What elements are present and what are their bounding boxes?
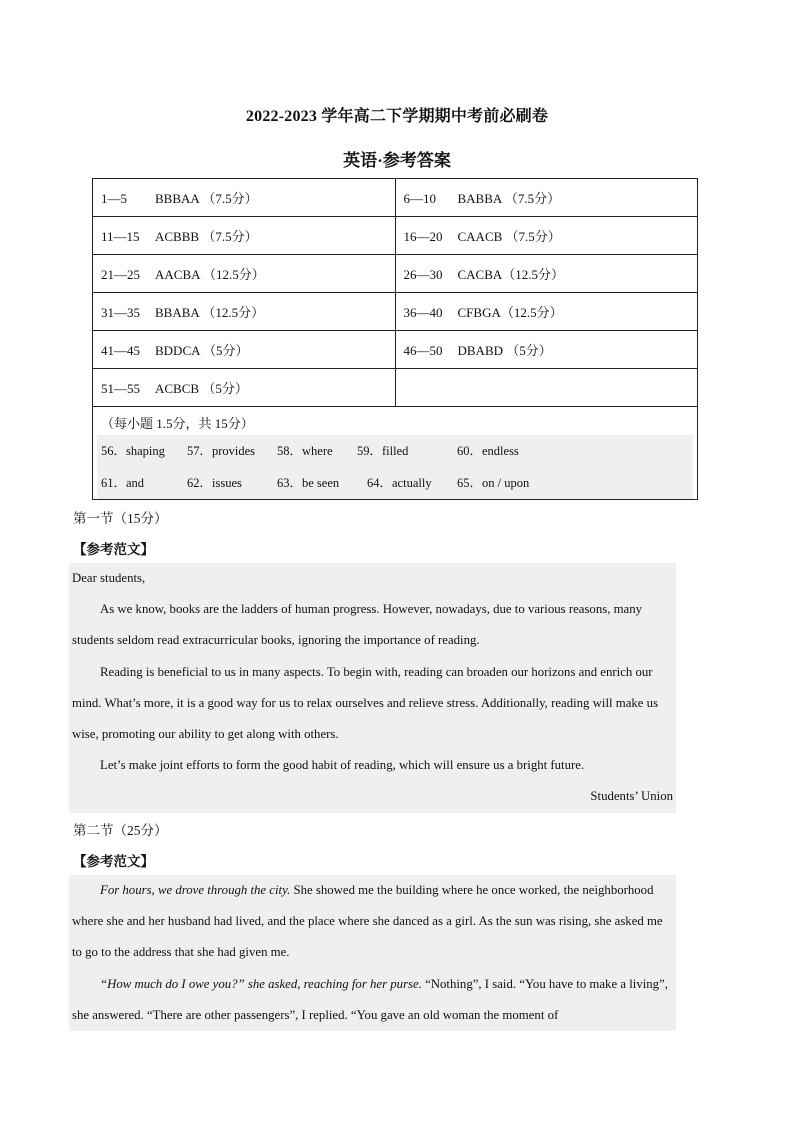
question-range: 11—15	[101, 229, 140, 244]
page-title: 2022-2023 学年高二下学期期中考前必刷卷	[245, 108, 549, 125]
table-row	[93, 369, 698, 407]
table-row	[93, 407, 698, 500]
answer-key: BDDCA （5分）	[155, 343, 249, 358]
answer-cell	[395, 331, 698, 369]
answer-cell	[93, 179, 396, 217]
fill-answers	[97, 435, 693, 499]
italic-lead: “How much do I owe you?” she asked, reaching for her purse.	[100, 976, 422, 991]
fill-answer: 58．where	[277, 444, 333, 458]
answer-cell	[93, 369, 396, 407]
answer-cell	[395, 255, 698, 293]
answer-key: CACBA（12.5分）	[457, 267, 565, 282]
essay-2	[69, 875, 676, 1031]
greeting: Dear students,	[72, 571, 146, 585]
answer-key: BBABA （12.5分）	[155, 305, 265, 320]
fill-answer: 63．be seen	[277, 476, 340, 490]
section-heading-1: 第一节（15分）	[73, 511, 168, 526]
fill-answer: 59．filled	[357, 444, 409, 458]
answer-key: ACBCB （5分）	[155, 381, 248, 396]
answer-key: BABBA （7.5分）	[457, 191, 561, 206]
empty-cell	[395, 369, 698, 407]
fill-blank-cell	[93, 407, 698, 500]
fill-answer: 57．provides	[187, 444, 256, 458]
fill-answer: 65．on / upon	[457, 476, 530, 490]
answer-table	[92, 178, 698, 500]
signature: Students’ Union	[590, 789, 673, 804]
table-row	[93, 179, 698, 217]
paragraph	[69, 969, 676, 1031]
question-range: 46—50	[403, 343, 443, 358]
paragraph-text: “Nothing”, I said. “You have to make a living”, she answered. “There are other passengers”, I replied. “You gave an old woman the moment of	[72, 976, 668, 1022]
table-row	[93, 293, 698, 331]
answer-key: AACBA （12.5分）	[155, 267, 265, 282]
italic-lead: For hours, we drove through the city.	[100, 883, 291, 897]
reference-label-1: 【参考范文】	[73, 542, 154, 558]
question-range: 16—20	[403, 229, 443, 244]
essay-1	[69, 563, 676, 813]
fill-answer: 56．shaping	[101, 444, 165, 458]
paragraph: Let’s make joint efforts to form the good habit of reading, which will ensure us a bright future.	[100, 758, 585, 773]
paragraph-text: She showed me the building where he once worked, the neighborhood where she and her husband had lived, and the place where she danced as a girl. As the sun was rising, she asked me to go to the address that she had given me.	[72, 883, 663, 960]
reference-label-2: 【参考范文】	[73, 854, 154, 870]
table-row	[93, 255, 698, 293]
question-range: 41—45	[101, 343, 140, 358]
answer-key: CAACB （7.5分）	[457, 229, 561, 244]
fill-row	[97, 467, 693, 499]
answer-cell	[395, 217, 698, 255]
answer-key: DBABD （5分）	[457, 343, 552, 358]
fill-answer: 60．endless	[457, 444, 519, 458]
answer-cell	[93, 217, 396, 255]
page-subtitle: 英语·参考答案	[343, 151, 451, 170]
fill-row	[97, 435, 693, 467]
table-row	[93, 331, 698, 369]
paragraph	[69, 875, 676, 969]
answer-cell	[93, 331, 396, 369]
answer-cell	[93, 255, 396, 293]
question-range: 6—10	[403, 191, 436, 206]
answer-key: BBBAA （7.5分）	[155, 191, 258, 206]
fill-answer: 62．issues	[187, 476, 242, 490]
question-range: 51—55	[101, 381, 140, 396]
answer-cell	[93, 293, 396, 331]
question-range: 36—40	[403, 305, 443, 320]
answer-key: CFBGA（12.5分）	[457, 305, 563, 320]
answer-cell	[395, 293, 698, 331]
section-heading-2: 第二节（25分）	[73, 823, 168, 838]
question-range: 21—25	[101, 267, 140, 282]
fill-answer: 64．actually	[367, 476, 432, 490]
paragraph: As we know, books are the ladders of human progress. However, nowadays, due to various reasons, many students seldom read extracurricular books, ignoring the importance of reading.	[72, 602, 643, 648]
answer-cell	[395, 179, 698, 217]
question-range: 26—30	[403, 267, 443, 282]
answer-key: ACBBB （7.5分）	[155, 229, 258, 244]
question-range: 31—35	[101, 305, 140, 320]
question-range: 1—5	[101, 191, 127, 206]
fill-note: （每小题 1.5分，共 15分）	[101, 416, 254, 431]
paragraph: Reading is beneficial to us in many aspects. To begin with, reading can broaden our horizons and enrich our mind. What’s more, it is a good way for us to relax ourselves and relieve stress. Additionally, reading will make us wise, promoting our ability to get along with others.	[72, 664, 659, 742]
fill-answer: 61．and	[101, 476, 145, 490]
table-row	[93, 217, 698, 255]
